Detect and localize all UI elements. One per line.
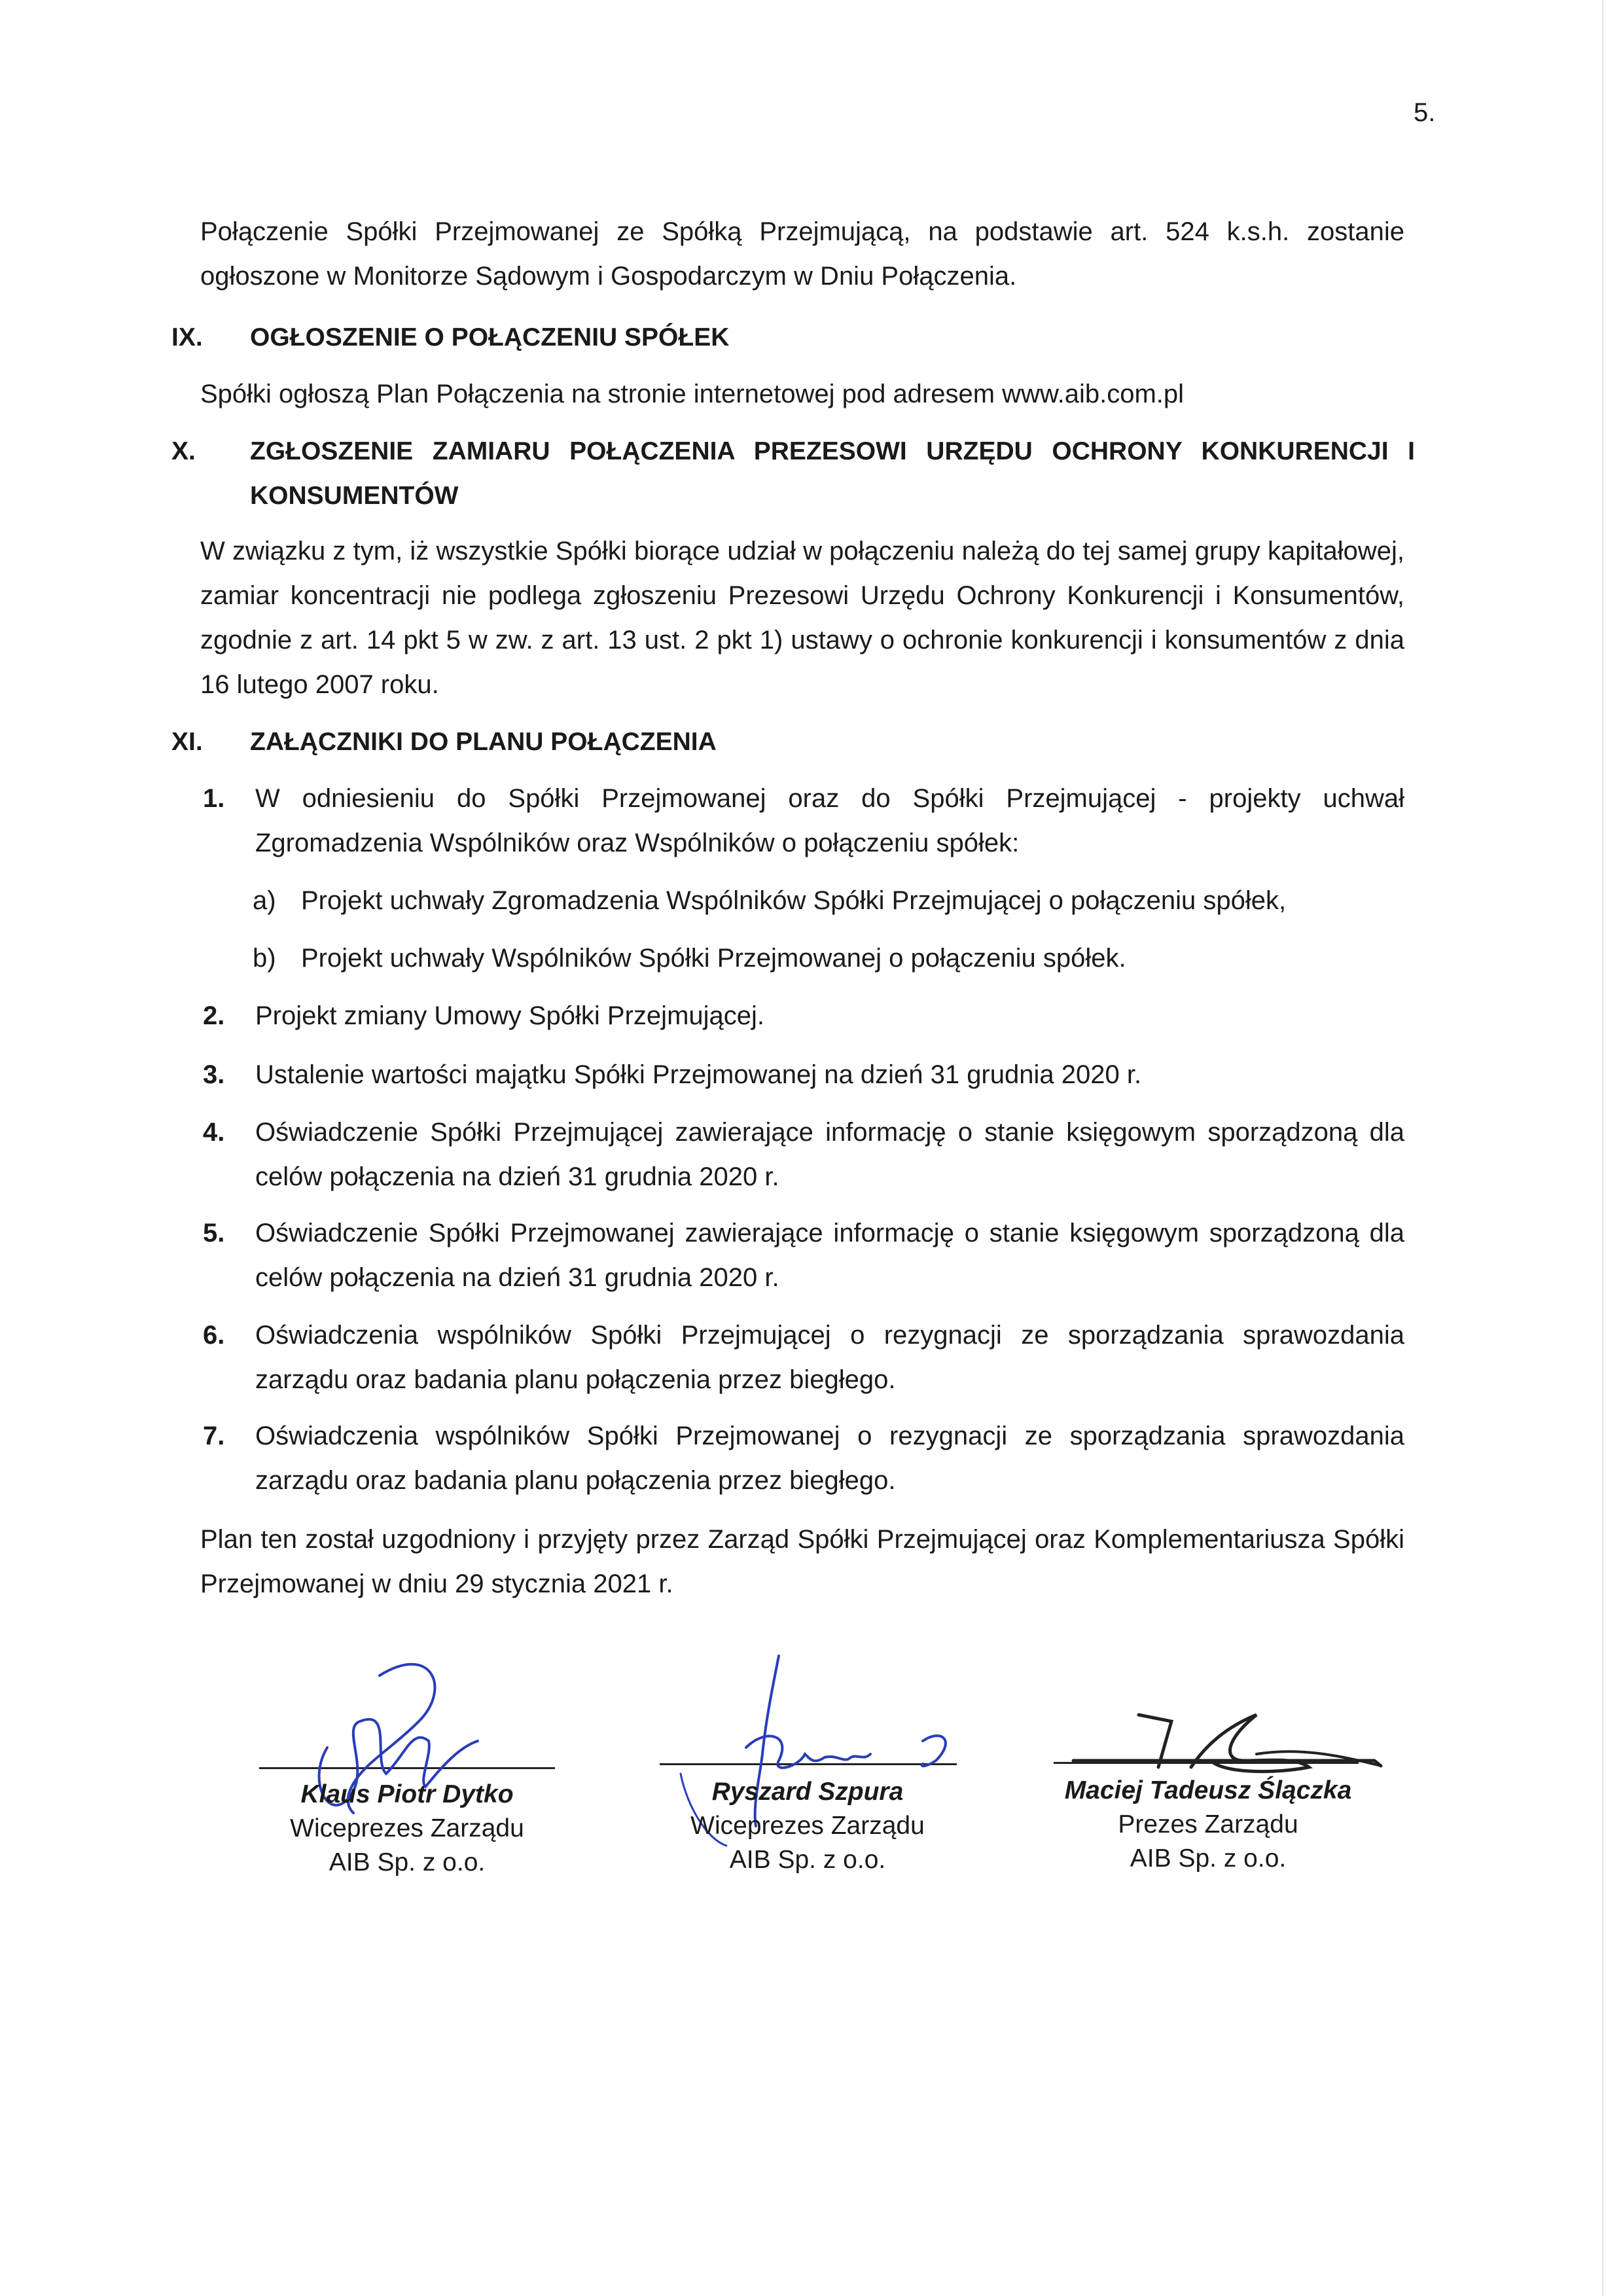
section-xi-title: ZAŁĄCZNIKI DO PLANU POŁĄCZENIA	[250, 728, 717, 756]
section-x-text: W związku z tym, iż wszystkie Spółki biorące udział w połączeniu należą do tej samej grupy kapitałowej, zamiar koncentracji nie podlega zgłoszeniu Prezesowi Urzędu Ochrony Konkurencji i Konsumentów, zgodnie z art. 14 pkt 5 w zw. z art. 13 ust. 2 pkt 1) ustawy o ochronie konkurencji i konsumentów z dnia 16 lutego 2007 roku.	[200, 537, 1404, 699]
item-number: 3.	[203, 1060, 225, 1089]
subitem-letter: b)	[253, 944, 276, 973]
subitem-letter: a)	[253, 886, 276, 915]
item-number: 4.	[203, 1118, 225, 1147]
item-text: Oświadczenia wspólników Spółki Przejmującej o rezygnacji ze sporządzania sprawozdania zarządu oraz badania planu połączenia przez biegłego.	[255, 1321, 1404, 1394]
signature-block-3	[1038, 1774, 1378, 1876]
attachment-item-5	[203, 1211, 1404, 1300]
section-xi-heading	[171, 720, 1415, 764]
signatory-name: Maciej Tadeusz Ślączka	[1064, 1776, 1352, 1804]
item-text: Projekt zmiany Umowy Spółki Przejmującej.	[255, 1001, 765, 1030]
closing-paragraph: Plan ten został uzgodniony i przyjęty przez Zarząd Spółki Przejmującej oraz Komplementariusza Spółki Przejmowanej w dniu 29 stycznia 2021 r.	[200, 1525, 1404, 1598]
signatory-company: AIB Sp. z o.o.	[329, 1848, 486, 1876]
section-x-number: X.	[171, 437, 196, 465]
item-text: Oświadczenie Spółki Przejmującej zawierające informację o stanie księgowym sporządzoną dla celów połączenia na dzień 31 grudnia 2020 r.	[255, 1118, 1404, 1191]
section-x-heading	[171, 429, 1415, 518]
item-number: 2.	[203, 1001, 225, 1030]
item-number: 5.	[203, 1219, 225, 1247]
item-text: Oświadczenia wspólników Spółki Przejmowanej o rezygnacji ze sporządzania sprawozdania zarządu oraz badania planu połączenia przez biegłego.	[255, 1422, 1404, 1495]
signatory-name: Klaus Piotr Dytko	[300, 1780, 514, 1808]
attachment-item-3	[203, 1052, 1404, 1097]
section-ix-heading	[171, 315, 1415, 360]
attachment-subitem-b	[253, 936, 1365, 980]
signatory-name: Ryszard Szpura	[711, 1778, 904, 1806]
signatory-role: Prezes Zarządu	[1118, 1810, 1298, 1839]
signatory-role: Wiceprezes Zarządu	[290, 1814, 524, 1842]
attachment-item-2	[203, 994, 1404, 1038]
signatory-company: AIB Sp. z o.o.	[1130, 1844, 1287, 1873]
item-number: 6.	[203, 1321, 225, 1350]
signature-block-1	[237, 1778, 577, 1880]
attachment-item-1	[203, 776, 1404, 865]
item-number: 1.	[203, 784, 225, 813]
attachment-subitem-a	[253, 878, 1365, 923]
attachment-item-6	[203, 1313, 1404, 1402]
page-number: 5.	[1414, 98, 1436, 127]
item-text: Oświadczenie Spółki Przejmowanej zawierające informację o stanie księgowym sporządzoną dla celów połączenia na dzień 31 grudnia 2020 r.	[255, 1219, 1404, 1292]
section-x-title: ZGŁOSZENIE ZAMIARU POŁĄCZENIA PREZESOWI URZĘDU OCHRONY KONKURENCJI I KONSUMENTÓW	[250, 437, 1415, 510]
section-ix-text: Spółki ogłoszą Plan Połączenia na stronie internetowej pod adresem www.aib.com.pl	[200, 380, 1185, 408]
item-text: Ustalenie wartości majątku Spółki Przejmowanej na dzień 31 grudnia 2020 r.	[255, 1060, 1142, 1089]
intro-paragraph: Połączenie Spółki Przejmowanej ze Spółką Przejmującą, na podstawie art. 524 k.s.h. zostanie ogłoszone w Monitorze Sądowym i Gospodarczym w Dniu Połączenia.	[200, 217, 1404, 291]
section-ix-number: IX.	[171, 323, 203, 351]
item-text: W odniesieniu do Spółki Przejmowanej oraz do Spółki Przejmującej - projekty uchwał Zgromadzenia Wspólników oraz Wspólników o połączeniu spółek:	[255, 784, 1404, 857]
attachment-item-4	[203, 1110, 1404, 1199]
subitem-text: Projekt uchwały Wspólników Spółki Przejmowanej o połączeniu spółek.	[301, 944, 1126, 973]
item-number: 7.	[203, 1422, 225, 1450]
signatory-role: Wiceprezes Zarządu	[690, 1812, 925, 1840]
signature-block-2	[637, 1775, 978, 1877]
signatory-company: AIB Sp. z o.o.	[729, 1846, 886, 1874]
subitem-text: Projekt uchwały Zgromadzenia Wspólników Spółki Przejmującej o połączeniu spółek,	[301, 886, 1287, 915]
scan-edge	[1602, 0, 1603, 2296]
section-ix-title: OGŁOSZENIE O POŁĄCZENIU SPÓŁEK	[250, 323, 730, 351]
section-xi-number: XI.	[171, 728, 203, 756]
attachment-item-7	[203, 1414, 1404, 1503]
